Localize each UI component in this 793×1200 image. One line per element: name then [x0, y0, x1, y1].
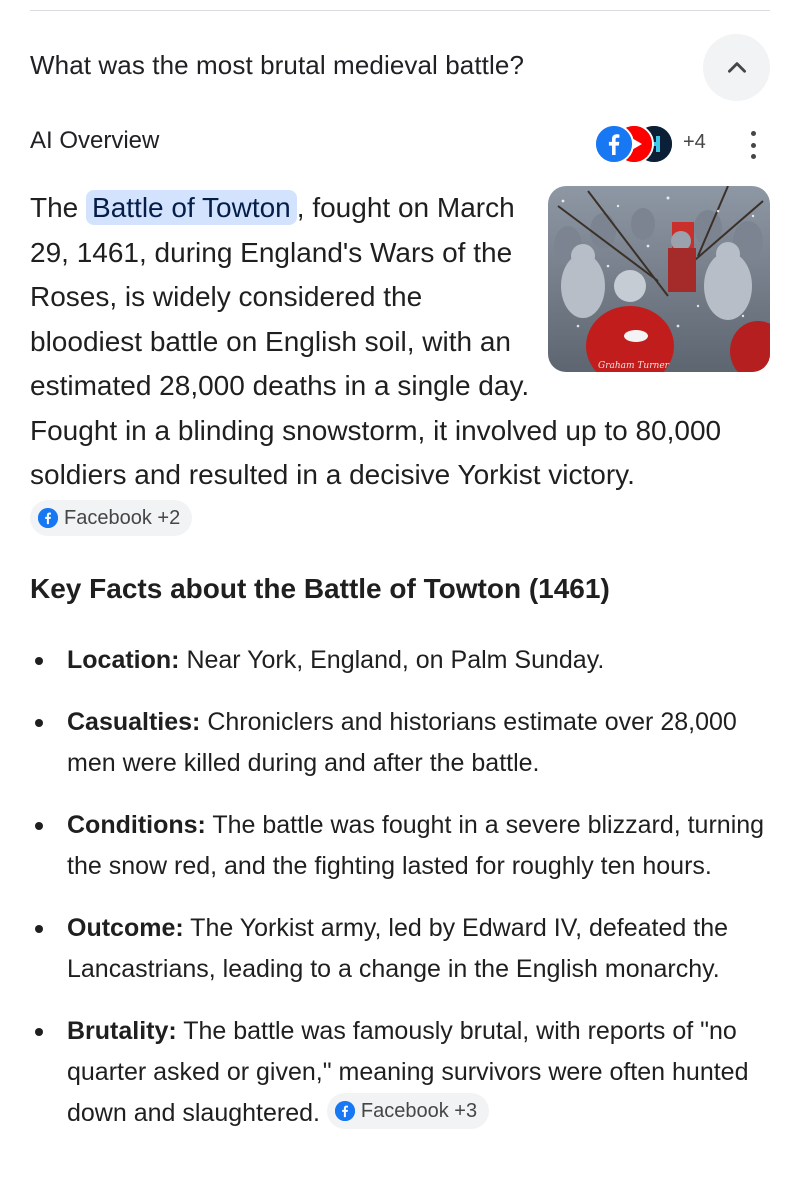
key-facts-list [30, 640, 775, 1155]
bullet [35, 822, 43, 830]
source-chip-facebook[interactable] [327, 1093, 489, 1129]
facebook-icon [38, 508, 58, 528]
sources-more-count[interactable]: +4 [683, 131, 706, 153]
bullet [35, 657, 43, 665]
collapse-button[interactable] [703, 34, 770, 101]
question-title: What was the most brutal medieval battle? [30, 50, 524, 80]
source-chip-label: Facebook +2 [64, 507, 181, 530]
source-avatars[interactable] [594, 124, 684, 162]
chevron-up-icon [724, 55, 750, 81]
fact-outcome: Outcome: The Yorkist army, led by Edward IV, defeated the Lancastrians, leading to a change in the English monarchy. [30, 908, 775, 990]
bullet [35, 719, 43, 727]
source-chip-facebook[interactable] [30, 500, 192, 536]
fact-location: Location: Near York, England, on Palm Sunday. [30, 640, 775, 681]
top-divider [30, 10, 770, 11]
bullet [35, 925, 43, 933]
kebab-menu-icon[interactable] [738, 128, 768, 162]
image-signature: Graham Turner [598, 361, 669, 371]
source-chip-label: Facebook +3 [360, 1100, 478, 1123]
fact-brutality: Brutality: The battle was famously brutal, with reports of "no quarter asked or given," meaning survivors were often hunted down and slaughtered. Facebook +3 [30, 1011, 775, 1134]
ai-overview-label: AI Overview [30, 127, 160, 154]
facebook-icon [335, 1101, 355, 1121]
section-heading: Key Facts about the Battle of Towton (1461) [30, 573, 610, 604]
fact-casualties: Casualties: Chroniclers and historians estimate over 28,000 men were killed during and after the battle. [30, 702, 775, 784]
overview-summary: The Battle of Towton , fought on March 29, 1461, during England's Wars of the Roses, is widely considered the bloodiest battle on English soil, with an estimated 28,000 deaths in a single day. Fought in a blinding snowstorm, it involved up to 80,000 soldiers and resulted in a decisive Yorkist victory. Facebook +2 [30, 186, 770, 542]
fact-conditions: Conditions: The battle was fought in a severe blizzard, turning the snow red, and the fighting lasted for roughly ten hours. [30, 805, 775, 887]
bullet [35, 1028, 43, 1036]
battle-of-towton-link[interactable]: Battle of Towton [86, 190, 297, 225]
facebook-icon[interactable] [594, 124, 634, 164]
